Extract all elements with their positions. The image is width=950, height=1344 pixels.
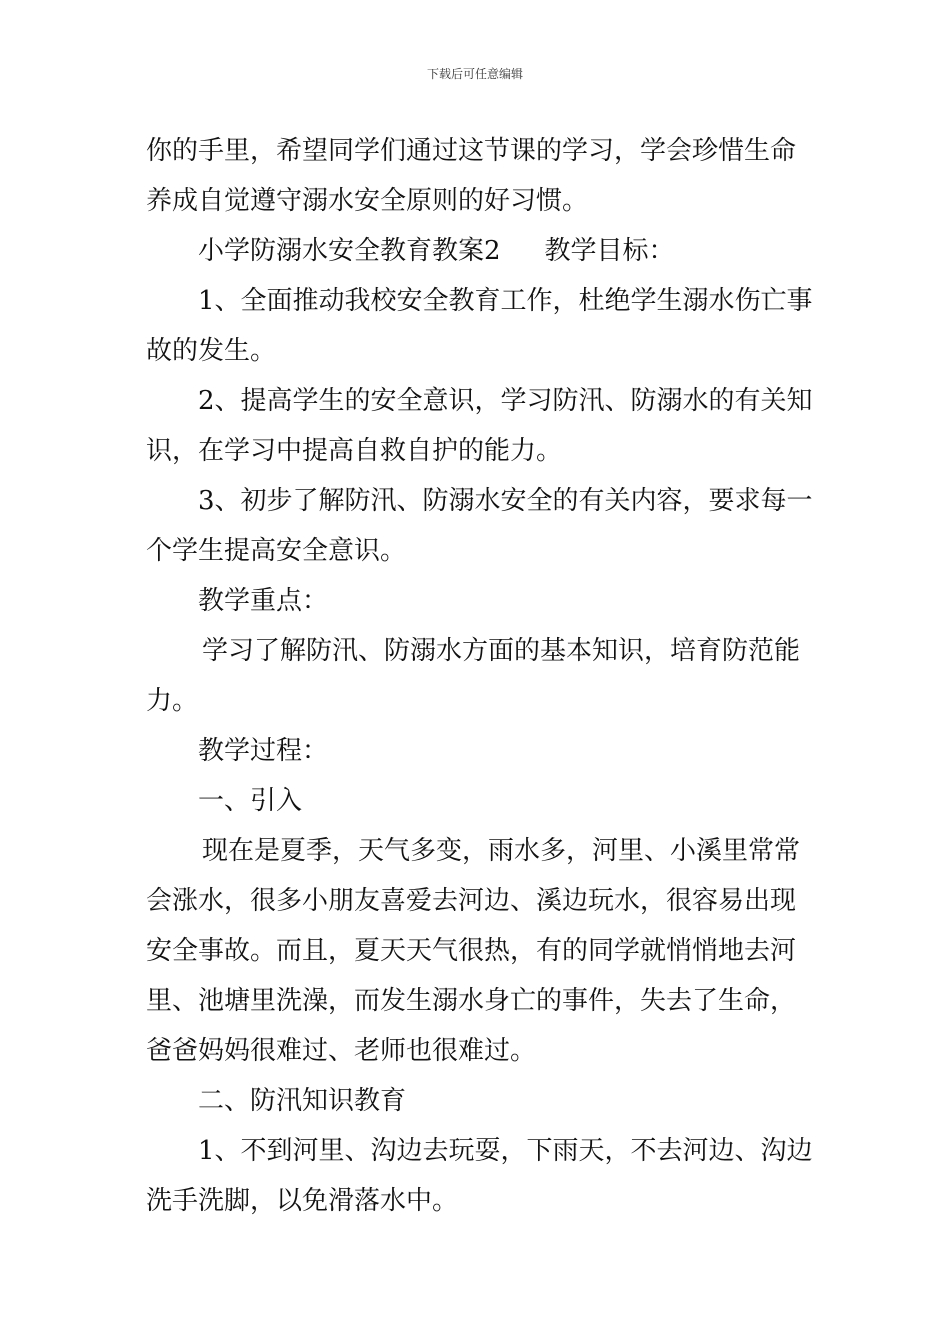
paragraph-line: 识，在学习中提高自救自护的能力。 (146, 436, 563, 466)
section-heading-introduction: 一、引入 (198, 786, 303, 816)
paragraph-line: 会涨水，很多小朋友喜爱去河边、溪边玩水，很容易出现 (146, 886, 797, 916)
paragraph-line: 个学生提高安全意识。 (146, 536, 407, 566)
paragraph-line: 3、初步了解防汛、防溺水安全的有关内容，要求每一 (198, 486, 813, 516)
paragraph-line: 养成自觉遵守溺水安全原则的好习惯。 (146, 186, 589, 216)
paragraph-line: 1、不到河里、沟边去玩耍，下雨天，不去河边、沟边 (198, 1136, 813, 1166)
teaching-objectives-heading: 教学目标： (544, 236, 675, 266)
section-title-line (146, 226, 810, 276)
paragraph-line: 你的手里，希望同学们通过这节课的学习，学会珍惜生命 (146, 136, 797, 166)
paragraph-line: 里、池塘里洗澡，而发生溺水身亡的事件，失去了生命， (146, 986, 797, 1016)
paragraph-line: 爸爸妈妈很难过、老师也很难过。 (146, 1036, 537, 1066)
teaching-focus-heading: 教学重点： (198, 586, 329, 616)
paragraph-line: 学习了解防汛、防溺水方面的基本知识，培育防范能 (202, 636, 801, 666)
lesson-plan-title: 小学防溺水安全教育教案2 (198, 236, 501, 266)
paragraph-line: 洗手洗脚，以免滑落水中。 (146, 1186, 459, 1216)
page-header-note: 下载后可任意编辑 (426, 67, 523, 81)
paragraph-line: 安全事故。而且，夏天天气很热，有的同学就悄悄地去河 (146, 936, 797, 966)
teaching-process-heading: 教学过程： (198, 736, 329, 766)
paragraph-line: 故的发生。 (146, 336, 277, 366)
paragraph-line: 2、提高学生的安全意识，学习防汛、防溺水的有关知 (198, 386, 813, 416)
paragraph-line: 现在是夏季，天气多变，雨水多，河里、小溪里常常 (202, 836, 801, 866)
section-heading-flood-knowledge: 二、防汛知识教育 (198, 1086, 407, 1116)
paragraph-line: 1、全面推动我校安全教育工作，杜绝学生溺水伤亡事 (198, 286, 813, 316)
document-body (146, 126, 813, 1226)
paragraph-line: 力。 (146, 686, 199, 716)
